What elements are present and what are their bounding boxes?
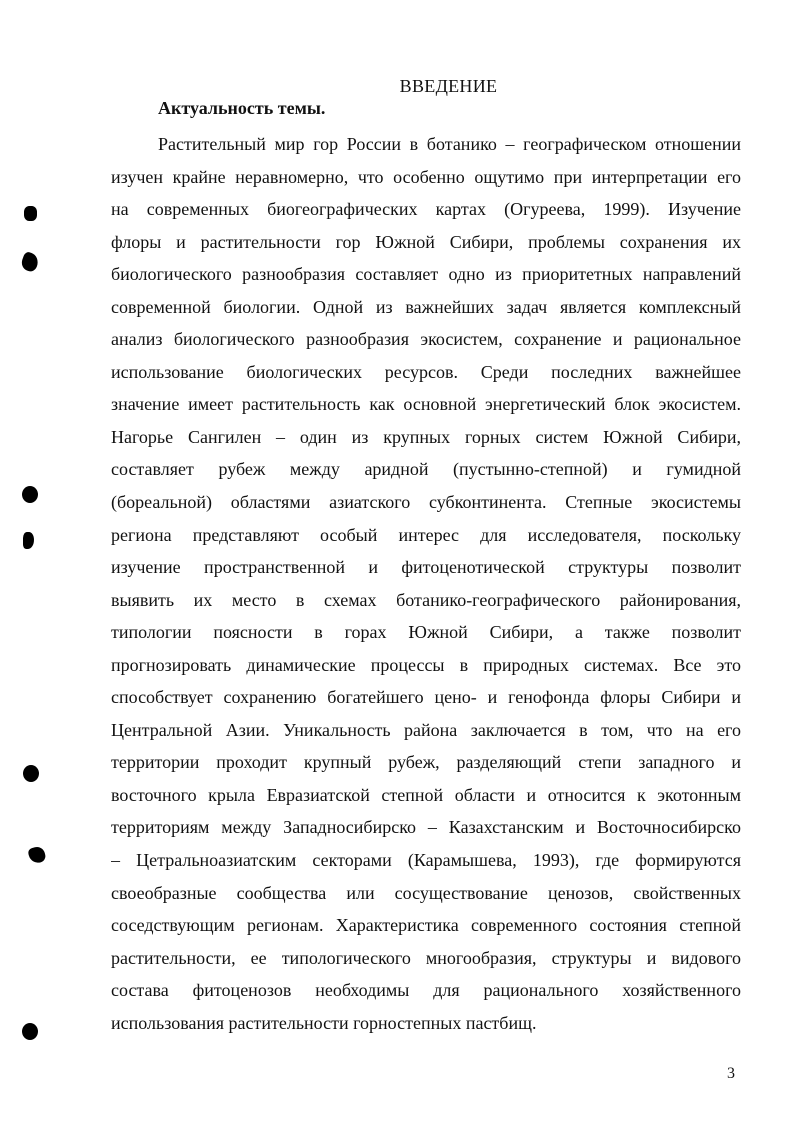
text-line: территориям между Западносибирско – Казахстанским и Восточносибирско xyxy=(111,817,741,838)
text-line: флоры и растительности гор Южной Сибири, проблемы сохранения их xyxy=(111,231,741,252)
text-line: использование биологических ресурсов. Среди последних важнейшее xyxy=(111,361,741,382)
text-line: современной биологии. Одной из важнейших задач является комплексный xyxy=(111,296,741,317)
text-line: региона представляют особый интерес для исследователя, поскольку xyxy=(111,524,741,545)
text-line: Центральной Азии. Уникальность района заключается в том, что на его xyxy=(111,719,741,740)
scan-smudge-3 xyxy=(27,845,47,865)
text-line: (бореальной) областями азиатского субконтинента. Степные экосистемы xyxy=(111,492,741,513)
text-line: изучен крайне неравномерно, что особенно ощутимо при интерпретации его xyxy=(111,166,741,187)
scan-smudge-2 xyxy=(23,532,34,549)
text-line: выявить их место в схемах ботанико-географического районирования, xyxy=(111,589,741,610)
text-line: своеобразные сообщества или сосуществование ценозов, свойственных xyxy=(111,882,741,903)
text-line: использования растительности горностепных пастбищ. xyxy=(111,1012,537,1033)
text-line: соседствующим регионам. Характеристика современного состояния степной xyxy=(111,915,741,936)
scan-smudge-1 xyxy=(19,251,40,273)
text-line: Растительный мир гор России в ботанико – географическом отношении xyxy=(158,134,741,154)
text-line: составляет рубеж между аридной (пустынно-степной) и гумидной xyxy=(111,459,741,480)
punch-hole-1 xyxy=(24,206,37,221)
text-line: растительности, ее типологического многообразия, структуры и видового xyxy=(111,947,741,968)
punch-hole-4 xyxy=(22,1023,38,1040)
document-subheading: Актуальность темы. xyxy=(158,98,326,118)
text-line: территории проходит крупный рубеж, разделяющий степи западного и xyxy=(111,752,741,773)
text-line: биологического разнообразия составляет одно из приоритетных направлений xyxy=(111,264,741,285)
text-line: – Цетральноазиатским секторами (Карамышева, 1993), где формируются xyxy=(111,850,741,871)
punch-hole-3 xyxy=(23,765,39,782)
document-heading: ВВЕДЕНИЕ xyxy=(399,76,498,96)
text-line: типологии поясности в горах Южной Сибири, а также позволит xyxy=(111,622,741,643)
text-line: способствует сохранению богатейшего цено- и генофонда флоры Сибири и xyxy=(111,687,741,708)
text-line: состава фитоценозов необходимы для рационального хозяйственного xyxy=(111,980,741,1001)
page-number: 3 xyxy=(727,1065,735,1082)
text-line: анализ биологического разнообразия экосистем, сохранение и рациональное xyxy=(111,329,741,350)
body-paragraph xyxy=(111,128,741,1039)
text-line: значение имеет растительность как основной энергетический блок экосистем. xyxy=(111,394,741,415)
text-line: Нагорье Сангилен – один из крупных горных систем Южной Сибири, xyxy=(111,426,741,447)
text-line: восточного крыла Евразиатской степной области и относится к экотонным xyxy=(111,784,741,805)
text-line: прогнозировать динамические процессы в природных системах. Все это xyxy=(111,654,741,675)
punch-hole-2 xyxy=(22,486,38,503)
text-line: на современных биогеографических картах (Огуреева, 1999). Изучение xyxy=(111,199,741,220)
text-line: изучение пространственной и фитоценотической структуры позволит xyxy=(111,557,741,578)
